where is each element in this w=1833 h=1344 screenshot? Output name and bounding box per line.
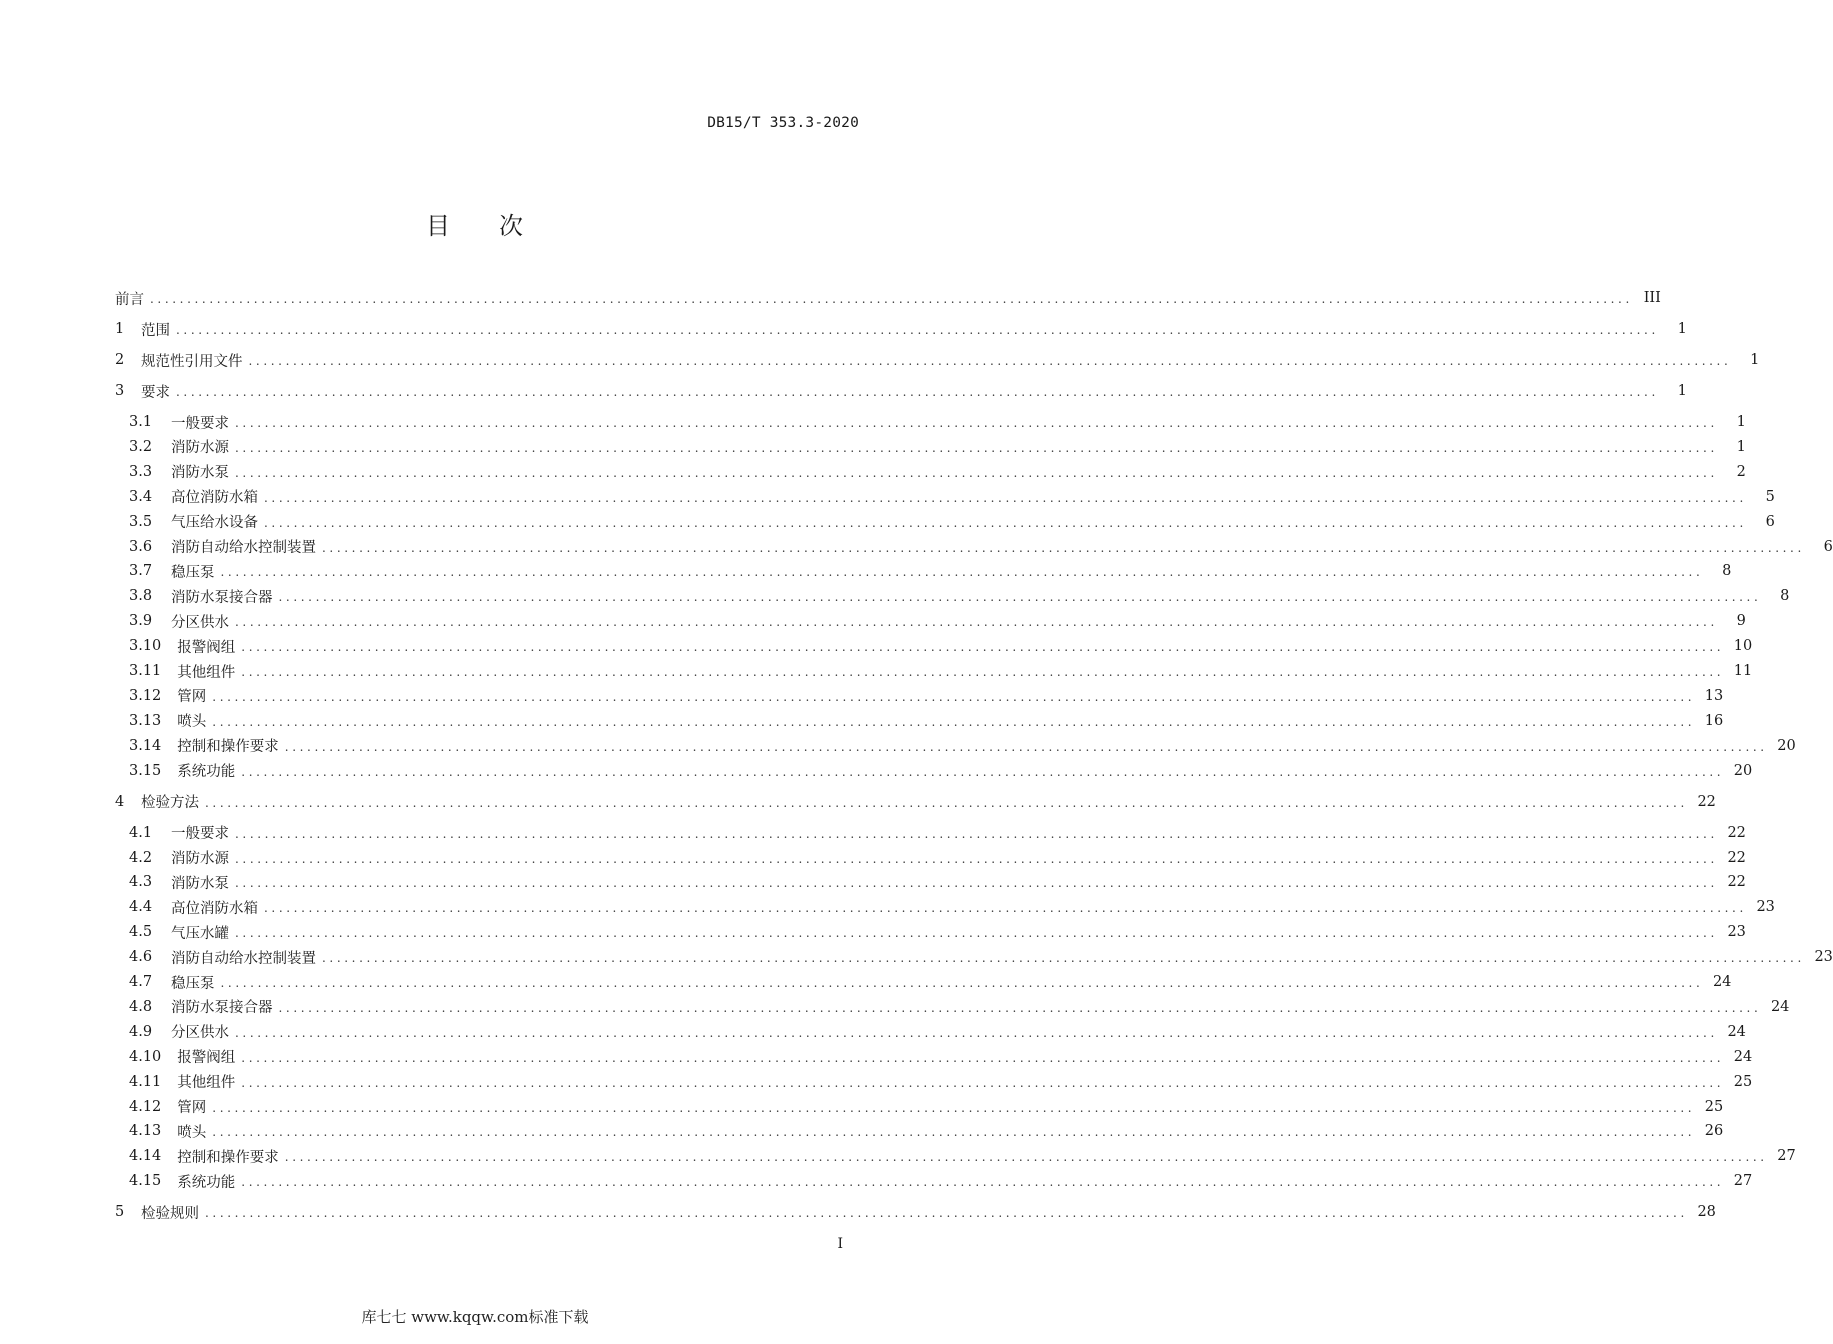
toc-entry-number: 3.10 xyxy=(129,638,162,655)
toc-leader-dots: ........................................................................................................................................................................................................ xyxy=(278,1000,1762,1015)
toc-entry-label: 系统功能 xyxy=(177,1174,236,1191)
toc-entry[interactable] xyxy=(129,635,1753,657)
toc-entry-page: 13 xyxy=(1704,687,1724,704)
toc-entry[interactable] xyxy=(129,946,1833,968)
toc-leader-dots: ........................................................................................................................................................................................................ xyxy=(235,440,1718,455)
toc-entry-number: 2 xyxy=(115,352,125,368)
toc-entry[interactable] xyxy=(129,1096,1724,1118)
title-char-1: 目 xyxy=(426,212,451,240)
toc-entry[interactable] xyxy=(129,760,1753,782)
toc-leader-dots: ........................................................................................................................................................................................................ xyxy=(264,490,1747,505)
toc-entry[interactable] xyxy=(129,896,1775,918)
toc-entry-page: 16 xyxy=(1704,712,1724,729)
toc-leader-dots: ........................................................................................................................................................................................................ xyxy=(248,354,1732,368)
toc-entry-label: 消防自动给水控制装置 xyxy=(171,540,316,556)
toc-leader-dots: ........................................................................................................................................................................................................ xyxy=(220,976,1704,990)
toc-entry-label: 报警阀组 xyxy=(177,1050,236,1067)
toc-entry-number: 4.15 xyxy=(129,1173,162,1190)
toc-entry[interactable] xyxy=(129,461,1746,483)
toc-entry-page: 5 xyxy=(1765,488,1775,505)
toc-entry-label: 气压水罐 xyxy=(171,925,229,942)
toc-leader-dots: ........................................................................................................................................................................................................ xyxy=(235,615,1718,630)
toc-entry[interactable] xyxy=(129,685,1724,707)
toc-leader-dots: ........................................................................................................................................................................................................ xyxy=(241,665,1725,679)
toc-leader-dots: ........................................................................................................................................................................................................ xyxy=(278,590,1762,605)
toc-entry-number: 4.14 xyxy=(129,1148,162,1165)
toc-entry[interactable] xyxy=(115,349,1760,371)
toc-entry-label: 规范性引用文件 xyxy=(141,353,243,370)
toc-entry-page: III xyxy=(1643,290,1661,306)
footer-watermark: 库七七 www.kqqw.com标准下载 xyxy=(361,1308,589,1326)
toc-entry-label: 系统功能 xyxy=(177,764,236,781)
toc-entry-label: 消防自动给水控制装置 xyxy=(171,950,316,967)
toc-leader-dots: ........................................................................................................................................................................................................ xyxy=(212,1100,1696,1115)
toc-entry-label: 气压给水设备 xyxy=(171,515,258,532)
page-title xyxy=(0,206,950,241)
toc-entry[interactable] xyxy=(129,1046,1753,1068)
toc-entry-number: 3.9 xyxy=(129,613,153,630)
toc-entry-number: 4.3 xyxy=(129,874,153,891)
toc-entry[interactable] xyxy=(129,511,1775,533)
toc-entry-page: 27 xyxy=(1733,1173,1753,1190)
toc-entry-page: 22 xyxy=(1727,849,1746,866)
toc-entry-label: 喷头 xyxy=(177,1124,207,1141)
toc-entry-label: 控制和操作要求 xyxy=(177,739,279,756)
toc-entry[interactable] xyxy=(129,921,1746,943)
toc-entry-number: 4.11 xyxy=(129,1073,162,1090)
toc-entry-label: 稳压泵 xyxy=(171,975,215,992)
toc-entry-number: 3.4 xyxy=(129,488,153,505)
toc-entry-page: 25 xyxy=(1704,1098,1724,1115)
toc-entry-number: 3.5 xyxy=(129,513,153,530)
toc-leader-dots: ........................................................................................................................................................................................................ xyxy=(176,385,1659,399)
toc-entry-number: 4.4 xyxy=(129,899,153,916)
toc-entry-page: 23 xyxy=(1756,899,1775,916)
toc-leader-dots: ........................................................................................................................................................................................................ xyxy=(241,1175,1725,1190)
toc-entry-label: 要求 xyxy=(141,384,170,401)
toc-entry[interactable] xyxy=(129,660,1753,682)
toc-entry-number: 3.11 xyxy=(129,663,162,679)
toc-entry-number: 3.2 xyxy=(129,438,153,455)
toc-entry-page: 2 xyxy=(1736,463,1746,480)
toc-entry-number: 5 xyxy=(115,1204,125,1221)
toc-entry-page: 22 xyxy=(1727,874,1746,891)
toc-entry[interactable] xyxy=(129,1071,1753,1093)
toc-entry-label: 稳压泵 xyxy=(171,564,215,581)
toc-entry-label: 管网 xyxy=(177,1100,207,1116)
toc-entry[interactable] xyxy=(129,1021,1746,1043)
toc-entry[interactable] xyxy=(129,971,1732,993)
toc-entry[interactable] xyxy=(129,411,1746,433)
toc-entry-page: 22 xyxy=(1727,824,1746,841)
toc-entry[interactable] xyxy=(115,318,1687,340)
toc-leader-dots: ........................................................................................................................................................................................................ xyxy=(322,951,1805,966)
toc-leader-dots: ........................................................................................................................................................................................................ xyxy=(264,515,1747,530)
toc-leader-dots: ........................................................................................................................................................................................................ xyxy=(284,739,1768,754)
toc-leader-dots: ........................................................................................................................................................................................................ xyxy=(241,640,1725,655)
toc-entry-label: 一般要求 xyxy=(171,826,229,843)
toc-entry-page: 23 xyxy=(1727,924,1746,941)
toc-entry-number: 3.13 xyxy=(129,712,162,729)
toc-leader-dots: ........................................................................................................................................................................................................ xyxy=(205,1206,1688,1221)
toc-entry-page: 25 xyxy=(1733,1073,1753,1090)
toc-entry-page: 6 xyxy=(1765,513,1775,530)
toc-leader-dots: ........................................................................................................................................................................................................ xyxy=(284,1150,1768,1165)
toc-entry-page: 20 xyxy=(1777,737,1796,754)
toc-entry-page: 23 xyxy=(1814,949,1833,966)
toc-entry-label: 喷头 xyxy=(177,714,207,731)
toc-entry-page: 1 xyxy=(1736,414,1746,430)
toc-entry-label: 消防水源 xyxy=(171,851,229,867)
toc-entry-label: 消防水泵接合器 xyxy=(171,589,273,606)
page-number: I xyxy=(837,1236,843,1252)
toc-entry[interactable] xyxy=(129,735,1796,757)
toc-entry-label: 检验规则 xyxy=(141,1205,199,1222)
toc-entry-page: 27 xyxy=(1777,1148,1796,1165)
toc-entry-label: 前言 xyxy=(115,291,144,308)
toc-leader-dots: ........................................................................................................................................................................................................ xyxy=(150,292,1633,306)
toc-entry-page: 8 xyxy=(1722,563,1732,580)
toc-entry-label: 消防水泵 xyxy=(171,875,229,892)
toc-leader-dots: ........................................................................................................................................................................................................ xyxy=(212,714,1696,729)
toc-entry-page: 26 xyxy=(1704,1123,1724,1140)
toc-entry-page: 24 xyxy=(1733,1048,1753,1065)
toc-entry[interactable] xyxy=(129,996,1790,1018)
toc-entry-number: 3.12 xyxy=(129,687,162,704)
toc-entry-label: 一般要求 xyxy=(171,415,229,432)
toc-entry-number: 4.9 xyxy=(129,1023,153,1040)
toc-entry[interactable] xyxy=(129,1145,1796,1167)
toc-entry-number: 4.5 xyxy=(129,924,153,941)
toc-entry-number: 4.6 xyxy=(129,949,153,966)
toc-entry[interactable] xyxy=(129,560,1732,582)
toc-entry-label: 报警阀组 xyxy=(177,639,236,656)
standard-code: DB15/T 353.3-2020 xyxy=(707,115,859,131)
toc-entry-page: 28 xyxy=(1697,1204,1716,1221)
toc-entry-number: 3 xyxy=(115,383,125,399)
toc-entry[interactable] xyxy=(115,380,1687,402)
toc-entry[interactable] xyxy=(129,610,1746,632)
toc-leader-dots: ........................................................................................................................................................................................................ xyxy=(241,1075,1725,1090)
toc-entry-label: 控制和操作要求 xyxy=(177,1149,279,1166)
toc-entry-number: 4.10 xyxy=(129,1048,162,1065)
toc-leader-dots: ........................................................................................................................................................................................................ xyxy=(235,1025,1718,1040)
toc-entry[interactable] xyxy=(129,1170,1753,1192)
toc-entry-label: 消防水泵 xyxy=(171,465,229,482)
toc-entry-number: 3.1 xyxy=(129,414,153,430)
toc-entry-number: 4.12 xyxy=(129,1098,162,1115)
toc-entry-label: 高位消防水箱 xyxy=(171,900,258,917)
toc-leader-dots: ........................................................................................................................................................................................................ xyxy=(176,323,1659,337)
toc-leader-dots: ........................................................................................................................................................................................................ xyxy=(241,1050,1725,1065)
toc-entry-page: 20 xyxy=(1733,762,1753,779)
toc-entry-label: 高位消防水箱 xyxy=(171,490,258,507)
toc-entry-number: 3.3 xyxy=(129,463,153,480)
toc-entry-number: 4.1 xyxy=(129,824,153,841)
toc-entry-label: 分区供水 xyxy=(171,614,229,631)
toc-entry-page: 24 xyxy=(1727,1023,1746,1040)
toc-entry[interactable] xyxy=(129,710,1724,732)
toc-entry-page: 24 xyxy=(1712,974,1732,990)
toc-entry-number: 4.7 xyxy=(129,974,153,990)
toc-entry[interactable] xyxy=(129,585,1790,607)
toc-entry-page: 11 xyxy=(1733,663,1753,679)
toc-entry-number: 3.15 xyxy=(129,762,162,779)
toc-entry-page: 1 xyxy=(1677,321,1687,337)
toc-entry-page: 1 xyxy=(1677,383,1687,399)
toc-entry-number: 4.13 xyxy=(129,1123,162,1140)
toc-entry[interactable] xyxy=(129,822,1746,844)
toc-entry-page: 1 xyxy=(1736,438,1746,455)
toc-entry-label: 范围 xyxy=(141,322,170,339)
title-char-2: 次 xyxy=(499,212,524,240)
toc-entry[interactable] xyxy=(115,287,1661,309)
toc-leader-dots: ........................................................................................................................................................................................................ xyxy=(235,876,1718,891)
toc-leader-dots: ........................................................................................................................................................................................................ xyxy=(212,1125,1696,1140)
toc-entry-page: 24 xyxy=(1770,998,1790,1015)
toc-entry-number: 3.6 xyxy=(129,538,153,555)
toc-entry[interactable] xyxy=(115,1201,1716,1223)
toc-leader-dots: ........................................................................................................................................................................................................ xyxy=(220,565,1704,580)
toc-leader-dots: ........................................................................................................................................................................................................ xyxy=(235,465,1718,480)
toc-leader-dots: ........................................................................................................................................................................................................ xyxy=(205,795,1688,810)
toc-leader-dots: ........................................................................................................................................................................................................ xyxy=(264,901,1747,916)
toc-entry[interactable] xyxy=(129,1120,1724,1142)
toc-entry-page: 22 xyxy=(1697,793,1716,810)
toc-entry-page: 9 xyxy=(1736,613,1746,630)
toc-leader-dots: ........................................................................................................................................................................................................ xyxy=(241,764,1725,779)
toc-entry-label: 其他组件 xyxy=(177,1075,236,1092)
toc-entry[interactable] xyxy=(129,486,1775,508)
toc-entry-label: 消防水源 xyxy=(171,440,229,457)
toc-entry-label: 分区供水 xyxy=(171,1025,229,1042)
toc-entry-number: 4 xyxy=(115,793,125,810)
toc-entry-page: 10 xyxy=(1733,638,1753,655)
toc-entry-number: 3.7 xyxy=(129,563,153,580)
toc-entry-page: 1 xyxy=(1750,352,1760,368)
toc-entry-number: 3.14 xyxy=(129,737,162,754)
toc-leader-dots: ........................................................................................................................................................................................................ xyxy=(235,826,1718,841)
toc-entry-page: 6 xyxy=(1823,538,1833,555)
toc-leader-dots: ........................................................................................................................................................................................................ xyxy=(322,540,1805,555)
toc-entry[interactable] xyxy=(129,847,1746,869)
toc-entry[interactable] xyxy=(129,436,1746,458)
toc-leader-dots: ........................................................................................................................................................................................................ xyxy=(235,416,1718,430)
toc-entry-label: 管网 xyxy=(177,689,207,706)
toc-entry-number: 4.2 xyxy=(129,849,153,866)
toc-entry-label: 消防水泵接合器 xyxy=(171,1000,273,1017)
toc-entry[interactable] xyxy=(115,791,1716,813)
toc-entry-number: 3.8 xyxy=(129,588,153,605)
toc-entry-label: 检验方法 xyxy=(141,795,199,812)
toc-entry[interactable] xyxy=(129,871,1746,893)
toc-leader-dots: ........................................................................................................................................................................................................ xyxy=(212,689,1696,704)
toc-entry-label: 其他组件 xyxy=(177,664,236,681)
toc-entry-number: 4.8 xyxy=(129,998,153,1015)
toc-leader-dots: ........................................................................................................................................................................................................ xyxy=(235,851,1718,866)
toc-entry-page: 8 xyxy=(1780,588,1790,605)
toc-leader-dots: ........................................................................................................................................................................................................ xyxy=(235,926,1718,941)
toc-entry-number: 1 xyxy=(115,321,125,337)
toc-entry[interactable] xyxy=(129,536,1833,558)
